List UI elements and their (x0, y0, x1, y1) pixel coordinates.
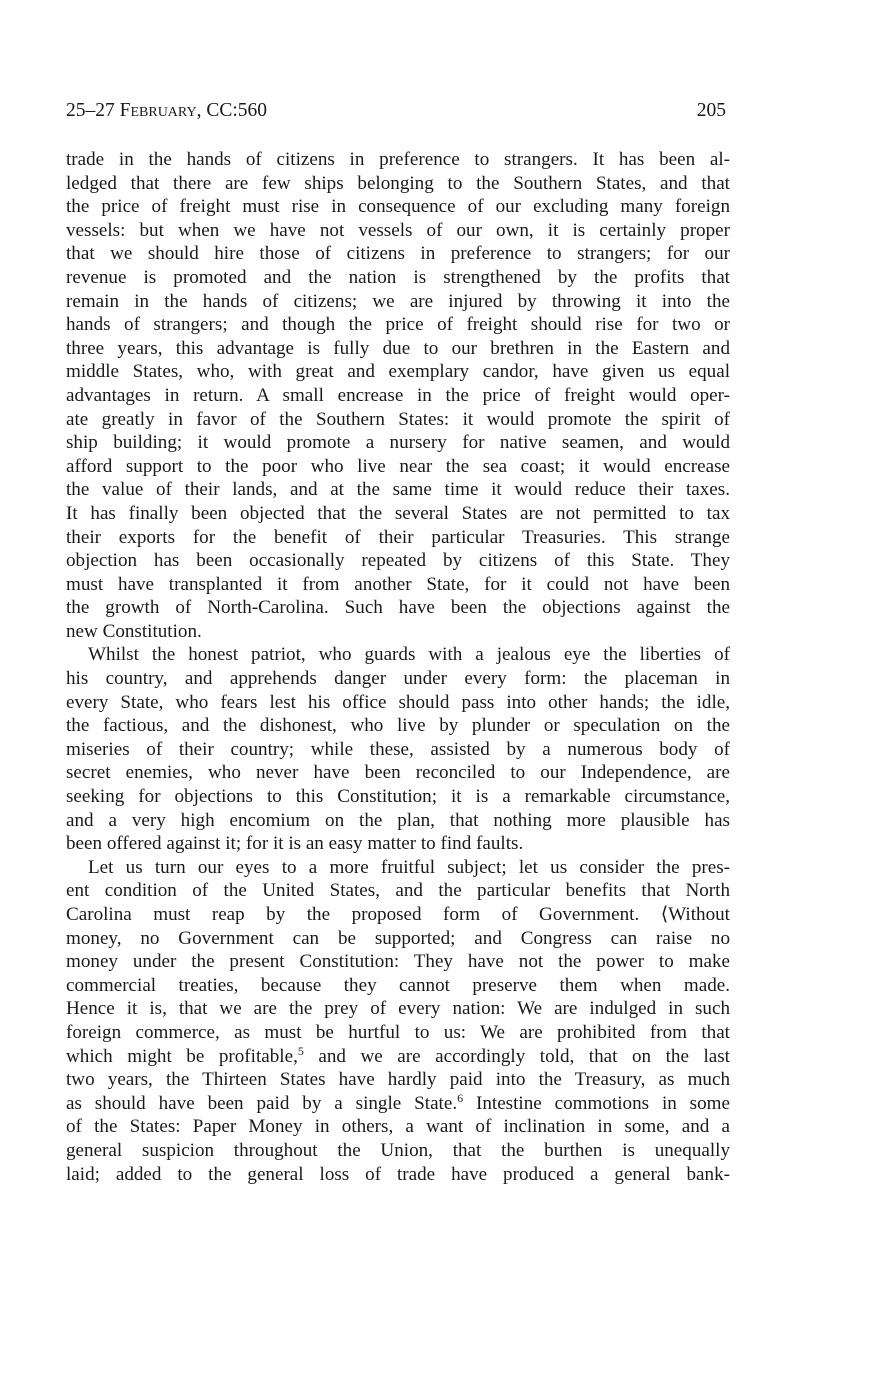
text-line: the price of freight must rise in consequence of our excluding many foreign (66, 196, 730, 218)
text-line: laid; added to the general loss of trade have produced a general bank- (66, 1163, 730, 1185)
text-line: and a very high encomium on the plan, that nothing more plausible has (66, 809, 730, 831)
running-head (66, 97, 732, 125)
paragraph-3 (66, 856, 730, 1186)
text-line: vessels: but when we have not vessels of our own, it is certainly proper (66, 219, 730, 241)
text-line: afford support to the poor who live near the sea coast; it would encrease (66, 455, 730, 477)
text-line: the factious, and the dishonest, who live by plunder or speculation on the (66, 715, 730, 737)
text-line: the value of their lands, and at the same time it would reduce their taxes. (66, 479, 730, 501)
text-line: Hence it is, that we are the prey of every nation: We are indulged in such (66, 998, 730, 1020)
text-line: objection has been occasionally repeated by citizens of this State. They (66, 550, 730, 572)
page-number: 205 (696, 100, 726, 121)
text-line: their exports for the benefit of their particular Treasuries. This strange (66, 526, 730, 548)
text-line-with-footnote-5 (66, 1045, 730, 1069)
text-line: must have transplanted it from another State, for it could not have been (66, 573, 730, 595)
text-line: ledged that there are few ships belonging to the Southern States, and that (66, 172, 730, 194)
text-line: ship building; it would promote a nursery for native seamen, and would (66, 432, 730, 454)
text-line: general suspicion throughout the Union, that the burthen is unequally (66, 1139, 730, 1161)
footnote-marker-6[interactable]: 6 (457, 1090, 464, 1105)
text-line: hands of strangers; and though the price of freight should rise for two or (66, 314, 730, 336)
line-text: Intestine commotions in some (463, 1092, 730, 1114)
body-text (66, 148, 730, 1186)
text-line: three years, this advantage is fully due to our brethren in the Eastern and (66, 337, 730, 359)
text-line-with-footnote-6 (66, 1092, 730, 1116)
text-line: every State, who fears lest his office should pass into other hands; the idle, (66, 691, 730, 713)
running-head-month: February (119, 100, 197, 121)
line-text: which might be profitable, (66, 1045, 298, 1067)
text-line: of the States: Paper Money in others, a want of inclination in some, and a (66, 1116, 730, 1138)
text-line: middle States, who, with great and exemplary candor, have given us equal (66, 361, 730, 383)
footnote-marker-5[interactable]: 5 (297, 1043, 304, 1058)
text-line: that we should hire those of citizens in preference to strangers; for our (66, 243, 730, 265)
text-line: money, no Government can be supported; and Congress can raise no (66, 927, 730, 949)
text-line: Whilst the honest patriot, who guards with a jealous eye the liberties of (88, 644, 730, 666)
text-line: remain in the hands of citizens; we are injured by throwing it into the (66, 290, 730, 312)
text-line: his country, and apprehends danger under every form: the placeman in (66, 668, 730, 690)
running-head-doc-ref: , CC:560 (196, 100, 268, 121)
text-line: ate greatly in favor of the Southern States: it would promote the spirit of (66, 408, 730, 430)
paragraph-2 (66, 643, 730, 855)
line-text: and we are accordingly told, that on the last (303, 1045, 730, 1067)
text-line: ent condition of the United States, and the particular benefits that North (66, 880, 730, 902)
running-head-left (66, 97, 267, 125)
paragraph-1 (66, 148, 730, 643)
text-line: advantages in return. A small encrease in the price of freight would oper- (66, 384, 730, 406)
text-line: the growth of North-Carolina. Such have been the objections against the (66, 597, 730, 619)
text-line: Carolina must reap by the proposed form of Government. ⟨Without (66, 904, 730, 925)
text-line: miseries of their country; while these, assisted by a numerous body of (66, 738, 730, 760)
line-text: as should have been paid by a single State. (66, 1092, 458, 1114)
text-line: trade in the hands of citizens in preference to strangers. It has been al- (66, 149, 730, 170)
text-line: new Constitution. (66, 620, 202, 642)
text-line: been offered against it; for it is an easy matter to find faults. (66, 833, 524, 855)
text-line: two years, the Thirteen States have hardly paid into the Treasury, as much (66, 1069, 730, 1091)
text-line: seeking for objections to this Constitution; it is a remarkable circumstance, (66, 786, 730, 808)
text-line: Let us turn our eyes to a more fruitful subject; let us consider the pres- (88, 856, 730, 878)
text-line: commercial treaties, because they cannot preserve them when made. (66, 974, 730, 996)
text-line: revenue is promoted and the nation is strengthened by the profits that (66, 266, 730, 288)
text-line: foreign commerce, as must be hurtful to us: We are prohibited from that (66, 1021, 730, 1043)
text-line: secret enemies, who never have been reconciled to our Independence, are (66, 762, 730, 784)
text-line: It has finally been objected that the several States are not permitted to tax (66, 502, 730, 524)
running-head-date: 25–27 (66, 100, 120, 121)
text-line: money under the present Constitution: They have not the power to make (66, 951, 730, 973)
